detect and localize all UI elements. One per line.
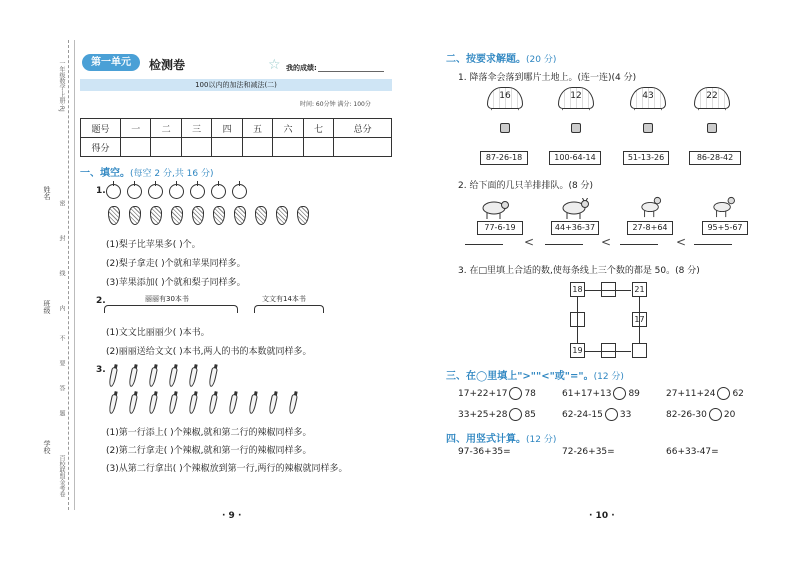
pepper-icon	[148, 367, 158, 388]
apple-icon	[127, 184, 142, 199]
less-than-sign: <	[601, 235, 612, 249]
pear-icon	[108, 206, 120, 225]
pepper-icon	[288, 394, 298, 415]
section1-title: 一、填空。(每空 2 分,共 16 分)	[80, 168, 214, 179]
section1-note: (每空 2 分,共 16 分)	[130, 169, 214, 179]
compare-item: 62-24-15 33	[562, 410, 632, 420]
sheep-expression: 44+36-37	[551, 221, 599, 235]
score-cell[interactable]	[303, 138, 333, 157]
apple-icon	[211, 184, 226, 199]
q2-right-brace	[254, 305, 324, 313]
score-cell: 得分	[81, 138, 121, 157]
q3-item: (1)第一行添上( )个辣椒,就和第二行的辣椒同样多。	[106, 428, 312, 438]
score-cell[interactable]	[212, 138, 242, 157]
class-label: 班级	[43, 300, 51, 314]
ground-box[interactable]: 100-64-14	[549, 151, 601, 165]
seal-char: 题	[58, 410, 65, 416]
answer-line[interactable]	[694, 244, 732, 245]
sheep-icon	[480, 198, 510, 220]
publisher-label: 百校联盟金考卷	[58, 455, 65, 497]
apple-icon	[169, 184, 184, 199]
section2-title: 二、按要求解题。(20 分)	[446, 54, 557, 65]
compare-item: 61+17+13 89	[562, 389, 640, 399]
subtitle-bar: 100以内的加法和减法(二)	[80, 79, 392, 91]
pepper-icon	[188, 394, 198, 415]
pepper-icon	[248, 394, 258, 415]
pear-icon	[213, 206, 225, 225]
compare-item: 33+25+28 85	[458, 410, 536, 420]
score-cell: 五	[242, 119, 272, 138]
q2-item: (1)文文比丽丽少( )本书。	[106, 328, 210, 338]
score-cell: 三	[181, 119, 211, 138]
time-info: 时间: 60分钟 满分: 100分	[300, 101, 371, 108]
grid-blank[interactable]	[570, 312, 585, 327]
score-table	[80, 118, 392, 157]
compare-item: 27+11+24 62	[666, 389, 744, 399]
section4-title: 四、用竖式计算。(12 分)	[446, 434, 557, 445]
pepper-icon	[108, 367, 118, 388]
parachute-number: 12	[558, 87, 594, 109]
ground-box[interactable]: 87-26-18	[480, 151, 528, 165]
parachute[interactable]	[487, 87, 523, 135]
apple-icon	[190, 184, 205, 199]
seal-char: 要	[58, 360, 65, 366]
score-cell[interactable]	[273, 138, 303, 157]
score-label: 我的成绩:	[286, 64, 317, 72]
page-number-left: · 9 ·	[222, 511, 242, 521]
score-cell[interactable]	[181, 138, 211, 157]
goat-icon	[636, 196, 666, 218]
pear-icon	[276, 206, 288, 225]
pear-icon	[171, 206, 183, 225]
seal-char: 密	[58, 200, 65, 206]
pepper-icon	[208, 367, 218, 388]
score-underline	[318, 71, 384, 72]
answer-line[interactable]	[620, 244, 658, 245]
pepper-icon	[228, 394, 238, 415]
score-cell: 总分	[334, 119, 392, 138]
q1-item: (2)梨子拿走( )个就和苹果同样多。	[106, 259, 246, 269]
pepper-icon	[128, 394, 138, 415]
school-label: 学校	[43, 440, 51, 454]
section3-title: 三、在◯里填上">""<"或"="。(12 分)	[446, 371, 624, 382]
sheep-expression: 27-8+64	[627, 221, 673, 235]
q2-number: 2.	[96, 296, 106, 306]
seal-char: 封	[58, 235, 65, 241]
compare-circle[interactable]	[717, 387, 730, 400]
answer-line[interactable]	[545, 244, 583, 245]
sheep-expression: 95+5-67	[702, 221, 748, 235]
grid-blank[interactable]	[632, 343, 647, 358]
pepper-icon	[168, 367, 178, 388]
pepper-icon	[268, 394, 278, 415]
pear-icon	[255, 206, 267, 225]
score-cell: 六	[273, 119, 303, 138]
less-than-sign: <	[676, 235, 687, 249]
section2-note: (20 分)	[526, 55, 557, 65]
goat-icon	[708, 196, 738, 218]
q3-item: (2)第二行拿走( )个辣椒,就和第一行的辣椒同样多。	[106, 446, 312, 456]
pepper-icon	[208, 394, 218, 415]
q1-item: (3)苹果添加( )个就和梨子同样多。	[106, 278, 246, 288]
seal-char: 线	[58, 270, 65, 276]
grid-given: 19	[570, 343, 585, 358]
q1-item: (1)梨子比苹果多( )个。	[106, 240, 201, 250]
compare-circle[interactable]	[613, 387, 626, 400]
compare-circle[interactable]	[509, 408, 522, 421]
seal-char: 答	[58, 385, 65, 391]
grid-blank[interactable]	[601, 343, 616, 358]
q2-right-label: 文文有14本书	[262, 295, 306, 303]
s2-q1: 1. 降落伞会落到哪片土地上。(连一连)(4 分)	[458, 73, 637, 83]
parachute-number: 43	[630, 87, 666, 109]
q2-item: (2)丽丽送给文文( )本书,两人的书的本数就同样多。	[106, 347, 312, 357]
score-cell[interactable]	[151, 138, 181, 157]
apple-icon	[232, 184, 247, 199]
pepper-icon	[108, 394, 118, 415]
ground-box[interactable]: 51-13-26	[623, 151, 669, 165]
pepper-icon	[188, 367, 198, 388]
pepper-icon	[168, 394, 178, 415]
sheep-expression: 77-6-19	[477, 221, 523, 235]
q2-left-brace	[104, 305, 238, 313]
parachute-number: 16	[487, 87, 523, 109]
compare-item: 17+22+17 78	[458, 389, 536, 399]
score-cell: 四	[212, 119, 242, 138]
grid-given: 17	[632, 312, 647, 327]
seal-dashed-line	[68, 40, 69, 510]
vertical-calc[interactable]: 97-36+35=	[458, 447, 511, 457]
compare-circle[interactable]	[709, 408, 722, 421]
compare-circle[interactable]	[509, 387, 522, 400]
ground-box[interactable]: 86-28-42	[689, 151, 741, 165]
pepper-icon	[128, 367, 138, 388]
parachute[interactable]	[694, 87, 730, 135]
page-title: 检测卷	[149, 58, 186, 72]
vertical-calc[interactable]: 72-26+35=	[562, 447, 615, 457]
pear-icon	[297, 206, 309, 225]
pear-icon	[129, 206, 141, 225]
parachute[interactable]	[558, 87, 594, 135]
less-than-sign: <	[524, 235, 535, 249]
pear-icon	[192, 206, 204, 225]
pepper-icon	[148, 394, 158, 415]
grid-given: 18	[570, 282, 585, 297]
score-cell[interactable]	[242, 138, 272, 157]
s2-q2: 2. 给下面的几只羊排排队。(8 分)	[458, 181, 594, 191]
score-cell: 七	[303, 119, 333, 138]
goat-icon	[560, 198, 590, 220]
pear-icon	[150, 206, 162, 225]
parachute-number: 22	[694, 87, 730, 109]
star-icon: ☆	[268, 57, 281, 73]
section3-note: (12 分)	[593, 372, 624, 382]
grid-given: 21	[632, 282, 647, 297]
parachute[interactable]	[630, 87, 666, 135]
section4-note: (12 分)	[526, 435, 557, 445]
apple-icon	[106, 184, 121, 199]
pear-icon	[234, 206, 246, 225]
score-cell[interactable]	[334, 138, 392, 157]
compare-item: 82-26-30 20	[666, 410, 736, 420]
q3-item: (3)从第二行拿出( )个辣椒放到第一行,两行的辣椒就同样多。	[106, 464, 348, 474]
seal-solid-line	[74, 40, 75, 510]
unit-badge: 第一单元	[82, 54, 140, 71]
seal-char: 不	[58, 335, 65, 341]
q2-left-label: 丽丽有30本书	[145, 295, 189, 303]
seal-char: 内	[58, 305, 65, 311]
score-cell[interactable]	[121, 138, 151, 157]
score-cell: 一	[121, 119, 151, 138]
score-cell: 二	[151, 119, 181, 138]
compare-circle[interactable]	[605, 408, 618, 421]
apple-icon	[148, 184, 163, 199]
q3-number: 3.	[96, 365, 106, 375]
book-label: 一年级数学·上册·RJ	[58, 60, 65, 112]
vertical-calc[interactable]: 66+33-47=	[666, 447, 719, 457]
q1-number: 1.	[96, 186, 106, 196]
score-cell: 题号	[81, 119, 121, 138]
grid-blank[interactable]	[601, 282, 616, 297]
page-number-right: · 10 ·	[589, 511, 615, 521]
s2-q3: 3. 在□里填上合适的数,使每条线上三个数的都是 50。(8 分)	[458, 266, 700, 276]
name-label: 姓名	[43, 186, 51, 200]
answer-line[interactable]	[465, 244, 503, 245]
